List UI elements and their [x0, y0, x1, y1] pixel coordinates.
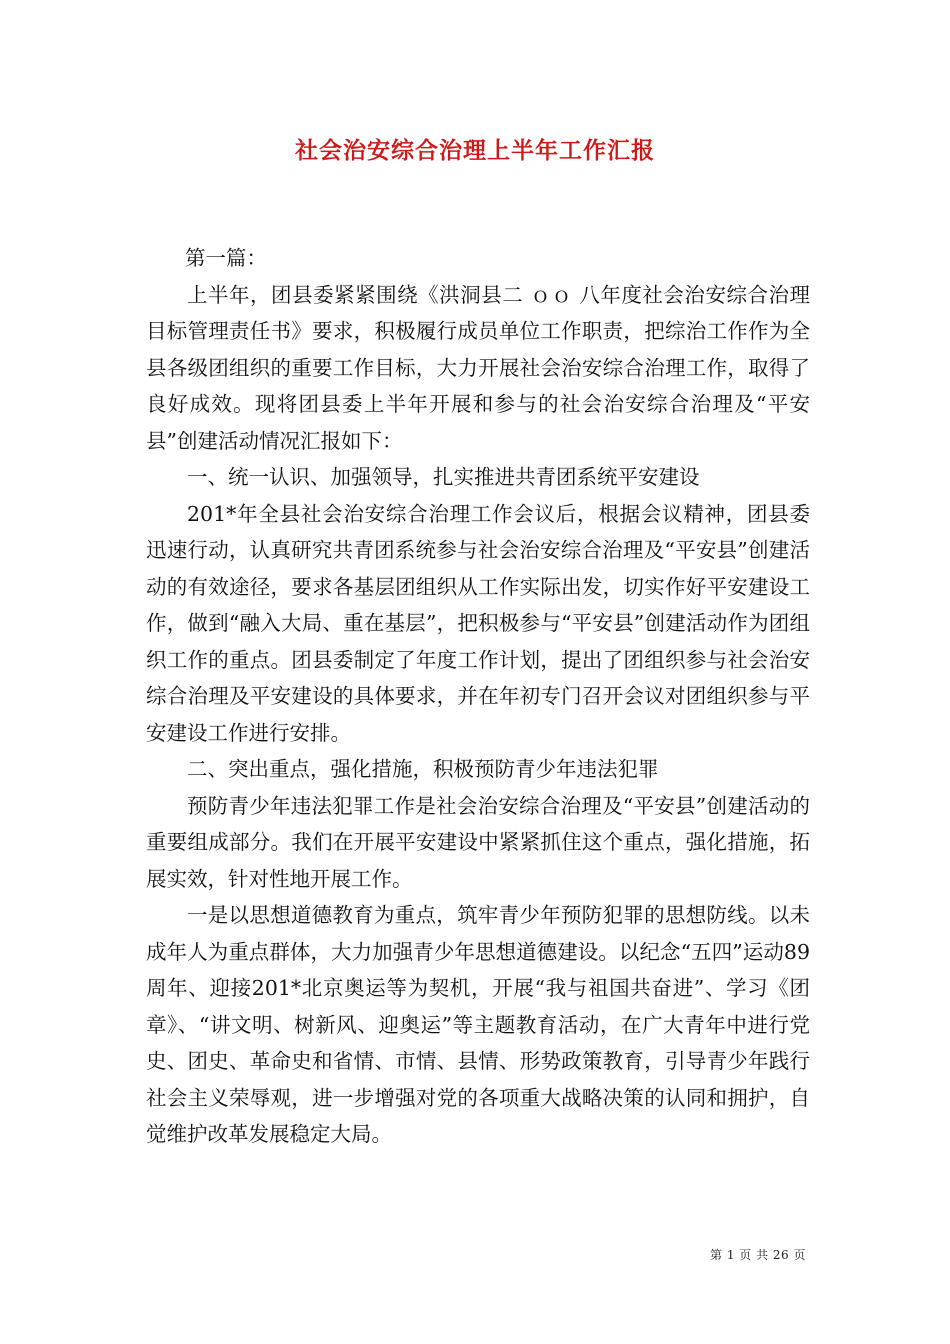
paragraph-section-1: 201*年全县社会治安综合治理工作会议后，根据会议精神，团县委迅速行动，认真研究共青团系统参与社会治安综合治理及“平安县”创建活动的有效途径，要求各基层团组织从工作实际出发，切实作好平安建设工作，做到“融入大局、重在基层”，把积极参与“平安县”创建活动作为团组织工作的重点。团县委制定了年度工作计划，提出了团组织参与社会治安综合治理及平安建设的具体要求，并在年初专门召开会议对团组织参与平安建设工作进行安排。 [146, 501, 810, 745]
document-title: 社会治安综合治理上半年工作汇报 [295, 137, 655, 164]
paragraph-measure-1: 一是以思想道德教育为重点，筑牢青少年预防犯罪的思想防线。以未成年人为重点群体，大力加强青少年思想道德建设。以纪念“五四”运动89周年、迎接201*北京奥运等为契机，开展“我与祖国共奋进”、学习《团章》、“讲文明、树新风、迎奥运”等主题教育活动，在广大青年中进行党史、团史、革命史和省情、市情、县情、形势政策教育，引导青少年践行社会主义荣辱观，进一步增强对党的各项重大战略决策的认同和拥护，自觉维护改革发展稳定大局。 [146, 903, 810, 1146]
document-body [146, 240, 810, 1153]
paragraph-intro: 上半年，团县委紧紧围绕《洪洞县二 ｏｏ 八年度社会治安综合治理目标管理责任书》要求，积极履行成员单位工作职责，把综治工作作为全县各级团组织的重要工作目标，大力开展社会治安综合治理工作，取得了良好成效。现将团县委上半年开展和参与的社会治安综合治理及“平安县”创建活动情况汇报如下： [146, 282, 810, 453]
page-number: 第 1 页 共 26 页 [710, 1248, 806, 1262]
section-label: 第一篇： [184, 246, 267, 270]
heading-section-1: 一、统一认识、加强领导，扎实推进共青团系统平安建设 [187, 465, 700, 489]
heading-section-2: 二、突出重点，强化措施，积极预防青少年违法犯罪 [187, 757, 659, 781]
paragraph-section-2: 预防青少年违法犯罪工作是社会治安综合治理及“平安县”创建活动的重要组成部分。我们在开展平安建设中紧紧抓住这个重点，强化措施，拓展实效，针对性地开展工作。 [146, 793, 810, 891]
